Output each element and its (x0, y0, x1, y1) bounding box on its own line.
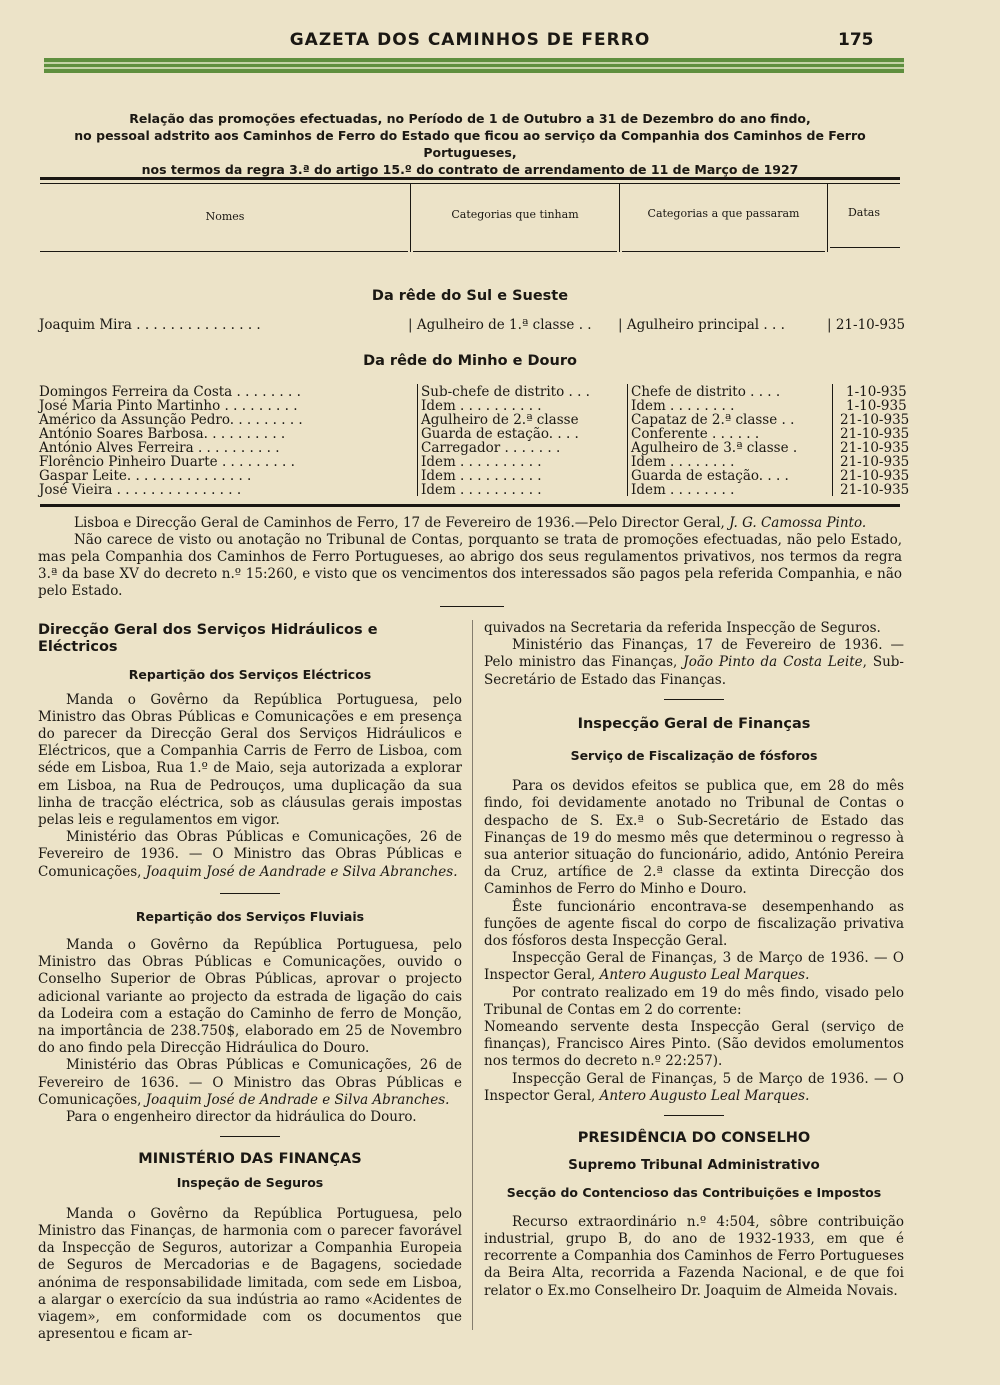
table-row (0, 385, 1000, 399)
closing-text (38, 515, 902, 600)
divider (220, 1136, 280, 1137)
cell-name: Américo da Assunção Pedro. . . . . . . . . (39, 412, 303, 428)
section-title-sul-sueste: Da rêde do Sul e Sueste (371, 288, 569, 304)
subsection-heading: Supremo Tribunal Administrativo (568, 1157, 820, 1174)
section-title-minho-douro: Da rêde do Minho e Douro (363, 353, 577, 369)
signature: Antero Augusto Leal Marques. (599, 967, 810, 984)
signature: J. G. Camossa Pinto. (729, 515, 867, 531)
cell-name: António Soares Barbosa. . . . . . . . . . (39, 426, 286, 442)
cell-date: 1-10-935 (846, 384, 907, 400)
section-heading: PRESIDÊNCIA DO CONSELHO (577, 1130, 811, 1147)
table-row (0, 399, 1000, 413)
paragraph: Manda o Govêrno da República Portuguesa, pelo Ministro das Obras Públicas e Comunicações, ouvido o Conselho Superior de Obras Públicas, aprovar o projecto adicional variante ao projecto da estrada de ligação do cais da Lodeira com a estação do Caminho de ferro de Monção, na importância de 238.750$, elaborado em 25 de Novembro do ano findo pela Direcção Hidráulica do Douro. (38, 937, 462, 1057)
divider (440, 606, 504, 607)
table-row: Joaquim Mira . . . . . . . . . . . . . . . | Agulheiro de 1.ª classe . . | Agulheiro principal . . . | 21-10-935 (39, 317, 906, 333)
paragraph: Inspecção Geral de Finanças, 5 de Março de 1936. — O Inspector Geral, Antero Augusto Leal Marques. (484, 1070, 904, 1104)
table-bottom-rule (40, 504, 900, 507)
cell-date: 21-10-935 (840, 482, 910, 498)
table-row (0, 427, 1000, 441)
table-row (0, 441, 1000, 455)
cell-to: Idem . . . . . . . . (631, 454, 735, 470)
intro-line-2: no pessoal adstrito aos Caminhos de Ferro do Estado que ficou ao serviço da Companhia dos Caminhos de Ferro Portugueses, (74, 128, 866, 160)
table-top-rule (40, 177, 900, 180)
right-column (484, 620, 904, 1300)
cell-to: Capataz de 2.ª classe . . (631, 412, 795, 428)
paragraph: Ministério das Obras Públicas e Comunicações, 26 de Fevereiro de 1936. — O Ministro das Obras Públicas e Comunicações, Joaquim José de Aandrade e Silva Abranches. (38, 829, 462, 880)
cell-date: 21-10-935 (835, 317, 906, 333)
subsection-heading: Repartição dos Serviços Fluviais (135, 908, 365, 924)
cell-from: Idem . . . . . . . . . . (421, 468, 542, 484)
cell-to: Agulheiro principal . . . (626, 317, 785, 333)
cell-name: António Alves Ferreira . . . . . . . . . . (39, 440, 280, 456)
signature: Joaquim José de Aandrade e Silva Abranches. (145, 863, 458, 880)
page-number: 175 (838, 30, 874, 50)
cell-name: Florêncio Pinheiro Duarte . . . . . . . . . (39, 454, 295, 470)
cell-date: 21-10-935 (840, 454, 910, 470)
section-heading: Inspecção Geral de Finanças (577, 715, 811, 732)
paragraph: quivados na Secretaria da referida Inspecção de Seguros. (484, 620, 881, 636)
cell-from: Agulheiro de 2.ª classe (421, 412, 579, 428)
table-row (0, 413, 1000, 427)
table-intro (30, 110, 910, 178)
signature-paragraph: Lisboa e Direcção Geral de Caminhos de Ferro, 17 de Fevereiro de 1936.—Pelo Director Geral, J. G. Camossa Pinto. (74, 515, 867, 531)
paragraph: Por contrato realizado em 19 do mês findo, visado pelo Tribunal de Contas em 2 do corrente: (484, 984, 904, 1018)
cell-to: Chefe de distrito . . . . (631, 384, 781, 400)
paragraph: Inspecção Geral de Finanças, 3 de Março de 1936. — O Inspector Geral, Antero Augusto Leal Marques. (484, 950, 904, 984)
cell-name: Domingos Ferreira da Costa . . . . . . . . (39, 384, 301, 400)
cell-date: 21-10-935 (840, 468, 910, 484)
table-row (0, 483, 1000, 497)
paragraph: Recurso extraordinário n.º 4:504, sôbre contribuição industrial, grupo B, do ano de 1932-1933, em que é recorrente a Companhia dos Caminhos de Ferro Portugueses da Beira Alta, recorrida a Fazenda Nacional, e de que foi relator o Ex.mo Conselheiro Dr. Joaquim de Almeida Novais. (484, 1213, 904, 1299)
cell-from: Idem . . . . . . . . . . (421, 398, 542, 414)
cell-name: José Vieira . . . . . . . . . . . . . . . (39, 482, 242, 498)
journal-title: GAZETA DOS CAMINHOS DE FERRO (289, 30, 651, 50)
subsection-heading: Secção do Contencioso das Contribuições e Impostos (506, 1185, 882, 1201)
cell-from: Sub-chefe de distrito . . . (421, 384, 590, 400)
paragraph: Manda o Govêrno da República Portuguesa, pelo Ministro das Obras Públicas e Comunicações e em presença do parecer da Direcção Geral dos Serviços Hidráulicos e Eléctricos, que a Companhia Carris de Ferro de Lisboa, com séde em Lisboa, Rua 1.º de Maio, seja autorizada a explorar em Lisboa, na Rua de Pedrouços, uma duplicação da sua linha de tracção eléctrica, sob as cláusulas gerais impostas pelas leis e regulamentos em vigor. (38, 691, 462, 829)
header-rule (622, 251, 825, 252)
cell-from: Idem . . . . . . . . . . (421, 482, 542, 498)
divider (220, 893, 280, 894)
cell-date: 1-10-935 (846, 398, 907, 414)
paragraph: Nomeando servente desta Inspecção Geral (serviço de finanças), Francisco Aires Pinto. (São devidos emolumentos nos termos do decreto n.º 22:257). (484, 1019, 904, 1070)
header-rule (413, 251, 617, 252)
subsection-heading: Repartição dos Serviços Eléctricos (128, 667, 372, 683)
table-row (0, 455, 1000, 469)
left-column (38, 622, 462, 1343)
signature: Antero Augusto Leal Marques. (599, 1087, 810, 1104)
cell-from: Agulheiro de 1.ª classe . . (416, 317, 592, 333)
cell-to: Conferente . . . . . . (631, 426, 760, 442)
paragraph: Para os devidos efeitos se publica que, em 28 do mês findo, foi devidamente anotado no Tribunal de Contas o despacho de S. Ex.ª o Sub-Secretário de Estado das Finanças de 19 do mesmo mês que determinou o regresso à sua anterior situação do funcionário, adido, António Pereira da Cruz, artífice de 2.ª classe da extinta Direcção dos Caminhos de Ferro do Minho e Douro. (484, 778, 904, 898)
divider (664, 1115, 724, 1116)
cell-to: Idem . . . . . . . . (631, 482, 735, 498)
section-heading: Direcção Geral dos Serviços Hidráulicos e Eléctricos (38, 622, 378, 656)
cell-date: 21-10-935 (840, 426, 910, 442)
cell-to: Guarda de estação. . . . (631, 468, 789, 484)
col-header-categorias-tinham: Categorias que tinham (451, 208, 579, 221)
cell-date: 21-10-935 (840, 412, 910, 428)
cell-to: Agulheiro de 3.ª classe . (631, 440, 798, 456)
header-rule (40, 251, 408, 252)
header-band (44, 58, 904, 73)
col-header-categorias-passaram: Categorias a que passaram (647, 207, 800, 220)
cell-date: 21-10-935 (840, 440, 910, 456)
signature: Joaquim José de Andrade e Silva Abranches. (145, 1091, 450, 1108)
paragraph: Ministério das Obras Públicas e Comunicações, 26 de Fevereiro de 1636. — O Ministro das Obras Públicas e Comunicações, Joaquim José de Andrade e Silva Abranches. (38, 1057, 462, 1108)
table-row (0, 469, 1000, 483)
paragraph: Ministério das Finanças, 17 de Fevereiro de 1936. — Pelo ministro das Finanças, João Pinto da Costa Leite, Sub-Secretário de Estado das Finanças. (484, 637, 904, 688)
paragraph: Para o engenheiro director da hidráulica do Douro. (66, 1109, 417, 1126)
cell-from: Carregador . . . . . . . (421, 440, 561, 456)
cell-to: Idem . . . . . . . . (631, 398, 735, 414)
cell-name: Joaquim Mira . . . . . . . . . . . . . . . (39, 317, 261, 333)
cell-name: Gaspar Leite. . . . . . . . . . . . . . . (39, 468, 252, 484)
paragraph: Manda o Govêrno da República Portuguesa, pelo Ministro das Finanças, de harmonia com o parecer favorável da Inspecção de Seguros, autorizar a Companhia Europeia de Seguros de Mercadorias e de Bagagens, sociedade anónima de responsabilidade limitada, com sede em Lisboa, a alargar o exercício da sua indústria ao ramo «Acidentes de viagem», em conformidade com os documentos que apresentou e ficam ar- (38, 1205, 462, 1343)
cell-from: Guarda de estação. . . . (421, 426, 579, 442)
divider (664, 699, 724, 700)
ministry-heading: MINISTÉRIO DAS FINANÇAS (138, 1151, 362, 1168)
column-divider (472, 620, 473, 1330)
signature: João Pinto da Costa Leite (683, 654, 863, 671)
subsection-heading: Serviço de Fiscalização de fósforos (570, 748, 818, 764)
intro-line-1: Relação das promoções efectuadas, no Período de 1 de Outubro a 31 de Dezembro do ano findo, (129, 111, 811, 126)
col-header-nomes: Nomes (205, 210, 245, 223)
note-paragraph: Não carece de visto ou anotação no Tribunal de Contas, porquanto se trata de promoções efectuadas, não pelo Estado, mas pela Companhia dos Caminhos de Ferro Portugueses, ao abrigo dos seus regulamentos privativos, nos termos da regra 3.ª da base XV do decreto n.º 15:260, e visto que os vencimentos dos interessados são pagos pela referida Companhia, e não pelo Estado. (38, 532, 902, 599)
intro-line-3: nos termos da regra 3.ª do artigo 15.º do contrato de arrendamento de 11 de Março de 1927 (141, 162, 799, 177)
paragraph: Êste funcionário encontrava-se desempenhando as funções de agente fiscal do corpo de fiscalização privativa dos fósforos desta Inspecção Geral. (484, 898, 904, 950)
table-top-rule-2 (40, 183, 900, 184)
cell-name: José Maria Pinto Martinho . . . . . . . . . (39, 398, 298, 414)
subsection-heading: Inspeção de Seguros (176, 1175, 324, 1191)
col-header-datas: Datas (847, 206, 880, 219)
header-rule (830, 247, 900, 248)
cell-from: Idem . . . . . . . . . . (421, 454, 542, 470)
